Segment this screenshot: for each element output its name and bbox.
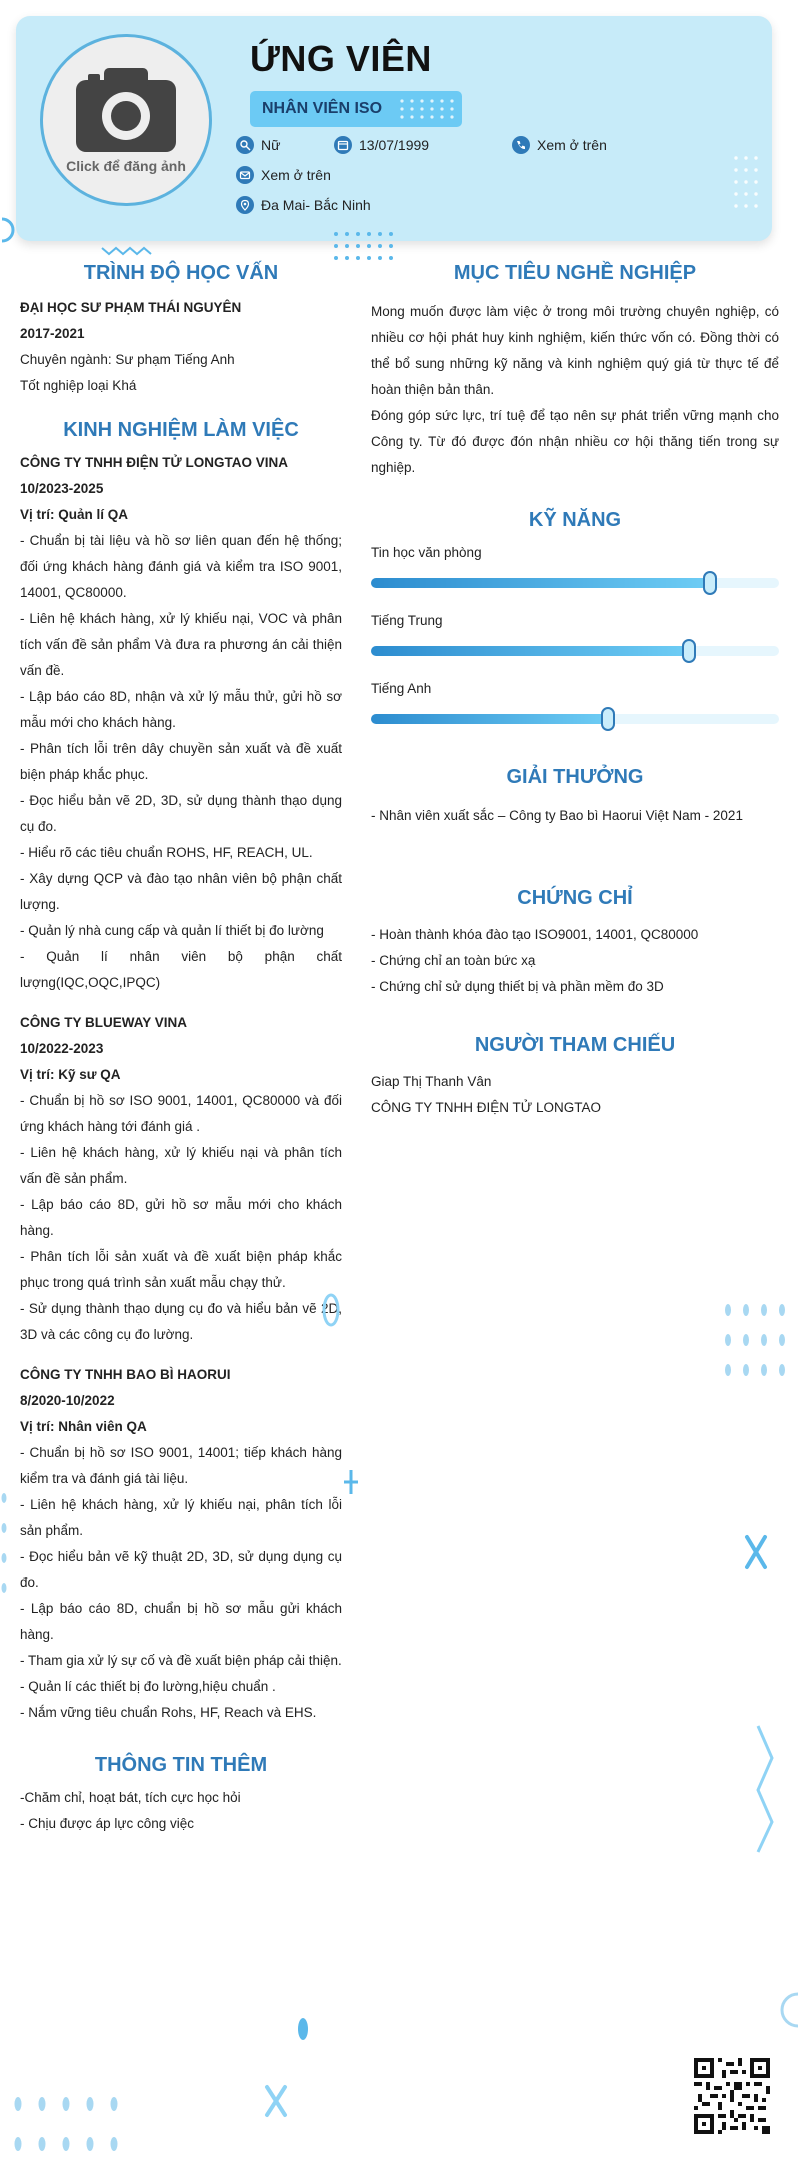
job-duty[interactable]: - Phân tích lỗi sản xuất và đề xuất biện pháp khắc phục trong quá trình sản xuất mẫu chạy thử. (20, 1249, 342, 1290)
job-period[interactable]: 8/2020-10/2022 (20, 1393, 115, 1408)
skills-title: KỸ NĂNG (528, 509, 622, 531)
dots-grid-decoration (12, 2094, 132, 2156)
cross-decoration (744, 1534, 768, 1570)
phone-value: Xem ở trên (537, 137, 607, 153)
references-title: NGƯỜI THAM CHIẾU (474, 1034, 676, 1056)
drop-decoration (296, 2016, 310, 2042)
job-duty[interactable]: - Sử dụng thành thạo dụng cụ đo và hiểu bản vẽ 2D, 3D và các công cụ đo lường. (20, 1301, 342, 1342)
certificate-item[interactable]: - Chứng chỉ an toàn bức xạ (371, 953, 536, 968)
job-duty[interactable]: - Chuẩn bị hồ sơ ISO 9001, 14001, QC80000 và đối ứng khách hàng tới đánh giá . (20, 1093, 342, 1134)
skill-bar (371, 714, 608, 724)
awards-title: GIẢI THƯỞNG (506, 766, 644, 788)
position-title: NHÂN VIÊN ISO (262, 100, 383, 117)
extra-info-item[interactable]: -Chăm chỉ, hoạt bát, tích cực học hỏi (20, 1790, 241, 1805)
job-duty[interactable]: - Tham gia xử lý sự cố và đề xuất biện pháp cải thiện. (20, 1653, 342, 1668)
job-duty[interactable]: - Đọc hiểu bản vẽ kỹ thuật 2D, 3D, sử dụng dụng cụ đo. (20, 1549, 342, 1590)
left-column (20, 262, 342, 1837)
job-company[interactable]: CÔNG TY TNHH ĐIỆN TỬ LONGTAO VINA (20, 455, 288, 470)
dots-decoration (398, 97, 454, 121)
job-role[interactable]: Vị trí: Nhân viên QA (20, 1419, 147, 1434)
education-grade[interactable]: Tốt nghiệp loại Khá (20, 378, 137, 393)
job-company[interactable]: CÔNG TY BLUEWAY VINA (20, 1015, 188, 1030)
header-card (16, 16, 772, 241)
candidate-name[interactable]: ỨNG VIÊN (250, 38, 432, 79)
address-value: Đa Mai- Bắc Ninh (261, 197, 371, 213)
job-duty[interactable]: - Lập báo cáo 8D, chuẩn bị hồ sơ mẫu gửi khách hàng. (20, 1601, 342, 1642)
dob-item[interactable] (334, 136, 429, 154)
experience-title: KINH NGHIỆM LÀM VIỆC (63, 419, 299, 441)
phone-icon (512, 136, 530, 154)
ring-decoration (320, 1290, 342, 1330)
gender-item[interactable] (236, 136, 280, 154)
objective-paragraph[interactable]: Đóng góp sức lực, trí tuệ để tạo nên sự phát triển vững mạnh cho Công ty. Từ đó được đón nhận nhiều cơ hội thăng tiến trong sự nghiệp. (371, 408, 779, 475)
certificates-title: CHỨNG CHỈ (517, 887, 633, 909)
skill-item[interactable] (371, 610, 779, 678)
job-company[interactable]: CÔNG TY TNHH BAO BÌ HAORUI (20, 1367, 231, 1382)
job-duty[interactable]: - Quản lí các thiết bị đo lường,hiệu chuẩn . (20, 1679, 276, 1694)
phone-item[interactable] (512, 136, 607, 154)
certificate-item[interactable]: - Chứng chỉ sử dụng thiết bị và phần mềm đo 3D (371, 979, 664, 994)
email-value: Xem ở trên (261, 167, 331, 183)
job-duty[interactable]: - Đọc hiểu bản vẽ 2D, 3D, sử dụng thành thạo dụng cụ đo. (20, 793, 342, 834)
job-duty[interactable]: - Nắm vững tiêu chuẩn Rohs, HF, Reach và EHS. (20, 1705, 317, 1720)
education-years[interactable]: 2017-2021 (20, 326, 85, 341)
gender-value: Nữ (261, 137, 281, 153)
skill-handle[interactable] (601, 707, 615, 731)
reference-company[interactable]: CÔNG TY TNHH ĐIỆN TỬ LONGTAO (371, 1100, 602, 1115)
objective-title: MỤC TIÊU NGHỀ NGHIỆP (453, 262, 697, 284)
location-pin-icon (236, 196, 254, 214)
job-duty[interactable]: - Quản lí nhân viên bộ phận chất lượng(IQC,OQC,IPQC) (20, 949, 342, 990)
skill-track (371, 646, 779, 656)
job-entry (20, 450, 342, 996)
job-duty[interactable]: - Chuẩn bị hồ sơ ISO 9001, 14001; tiếp khách hàng kiểm tra và đánh giá tài liệu. (20, 1445, 342, 1486)
job-duty[interactable]: - Phân tích lỗi trên dây chuyền sản xuất và đề xuất biện pháp khắc phục. (20, 741, 342, 782)
job-role[interactable]: Vị trí: Quản lí QA (20, 507, 129, 522)
education-school[interactable]: ĐẠI HỌC SƯ PHẠM THÁI NGUYÊN (20, 300, 242, 315)
job-period[interactable]: 10/2022-2023 (20, 1041, 104, 1056)
education-major[interactable]: Chuyên ngành: Sư phạm Tiếng Anh (20, 352, 235, 367)
skill-item[interactable] (371, 542, 779, 610)
reference-name[interactable]: Giap Thị Thanh Vân (371, 1074, 492, 1089)
job-role[interactable]: Vị trí: Kỹ sư QA (20, 1067, 121, 1082)
job-duty[interactable]: - Chuẩn bị tài liệu và hồ sơ liên quan đến hệ thống; đối ứng khách hàng đánh giá và kiểm tra ISO 9001, 14001, QC80000. (20, 533, 342, 600)
dob-value: 13/07/1999 (359, 137, 430, 153)
skill-track (371, 578, 779, 588)
skill-track (371, 714, 779, 724)
job-duty[interactable]: - Liên hệ khách hàng, xử lý khiếu nại, phân tích lỗi sản phẩm. (20, 1497, 342, 1538)
job-duty[interactable]: - Hiểu rõ các tiêu chuẩn ROHS, HF, REACH, UL. (20, 845, 313, 860)
skill-bar (371, 578, 710, 588)
avatar-upload[interactable] (40, 34, 212, 206)
skill-handle[interactable] (682, 639, 696, 663)
email-item[interactable] (236, 166, 331, 184)
qr-code[interactable] (694, 2058, 770, 2134)
skill-handle[interactable] (703, 571, 717, 595)
dots-column-decoration (0, 1490, 10, 1600)
dots-grid-decoration (332, 230, 394, 262)
objective-paragraph[interactable]: Mong muốn được làm việc ở trong môi trường chuyên nghiệp, có nhiều cơ hội phát huy kinh nghiệm, kiến thức vốn có. Đồng thời có thể bổ sung những kỹ năng và kinh nghiệm quý giá từ thực tế để hoàn thiện bản thân. (371, 304, 779, 397)
job-duty[interactable]: - Lập báo cáo 8D, nhận và xử lý mẫu thử, gửi hồ sơ mẫu mới cho khách hàng. (20, 689, 342, 730)
email-icon (236, 166, 254, 184)
avatar-label: Click để đăng ảnh (66, 158, 186, 174)
wave-decoration (100, 244, 154, 258)
certificate-item[interactable]: - Hoàn thành khóa đào tạo ISO9001, 14001, QC80000 (371, 927, 699, 942)
education-title: TRÌNH ĐỘ HỌC VẤN (83, 262, 279, 284)
plus-decoration (342, 1468, 360, 1496)
skill-name: Tin học văn phòng (371, 545, 482, 560)
zigzag-decoration (752, 1724, 776, 1854)
skill-name: Tiếng Trung (371, 613, 443, 628)
half-ring-decoration (780, 1990, 800, 2030)
skill-item[interactable] (371, 678, 779, 746)
header-dots-decoration (732, 154, 762, 210)
camera-icon (76, 66, 176, 152)
extra-info-title: THÔNG TIN THÊM (94, 1754, 268, 1776)
skill-name: Tiếng Anh (371, 681, 432, 696)
half-ring-decoration (0, 215, 16, 245)
job-period[interactable]: 10/2023-2025 (20, 481, 104, 496)
job-duty[interactable]: - Lập báo cáo 8D, gửi hồ sơ mẫu mới cho khách hàng. (20, 1197, 342, 1238)
award-item[interactable]: - Nhân viên xuất sắc – Công ty Bao bì Haorui Việt Nam - 2021 (371, 808, 743, 823)
cross-decoration (264, 2084, 288, 2118)
job-entry (20, 1010, 342, 1348)
job-duty[interactable]: - Liên hệ khách hàng, xử lý khiếu nại và phân tích vấn đề sản phẩm. (20, 1145, 342, 1186)
dots-grid-decoration (722, 1302, 788, 1382)
right-column (371, 262, 779, 1121)
job-entry (20, 1362, 342, 1726)
position-badge[interactable] (250, 91, 462, 127)
job-duty[interactable]: - Xây dựng QCP và đào tạo nhân viên bộ phận chất lượng. (20, 871, 342, 912)
skills-list (371, 542, 779, 746)
calendar-icon (334, 136, 352, 154)
skill-bar (371, 646, 689, 656)
job-duty[interactable]: - Quản lý nhà cung cấp và quản lí thiết bị đo lường (20, 923, 324, 938)
gender-icon (236, 136, 254, 154)
job-duty[interactable]: - Liên hệ khách hàng, xử lý khiếu nại, VOC và phân tích vấn đề sản phẩm Và đưa ra phương án cải thiện vấn đề. (20, 611, 342, 678)
extra-info-item[interactable]: - Chịu được áp lực công việc (20, 1816, 194, 1831)
address-item[interactable] (236, 196, 371, 214)
